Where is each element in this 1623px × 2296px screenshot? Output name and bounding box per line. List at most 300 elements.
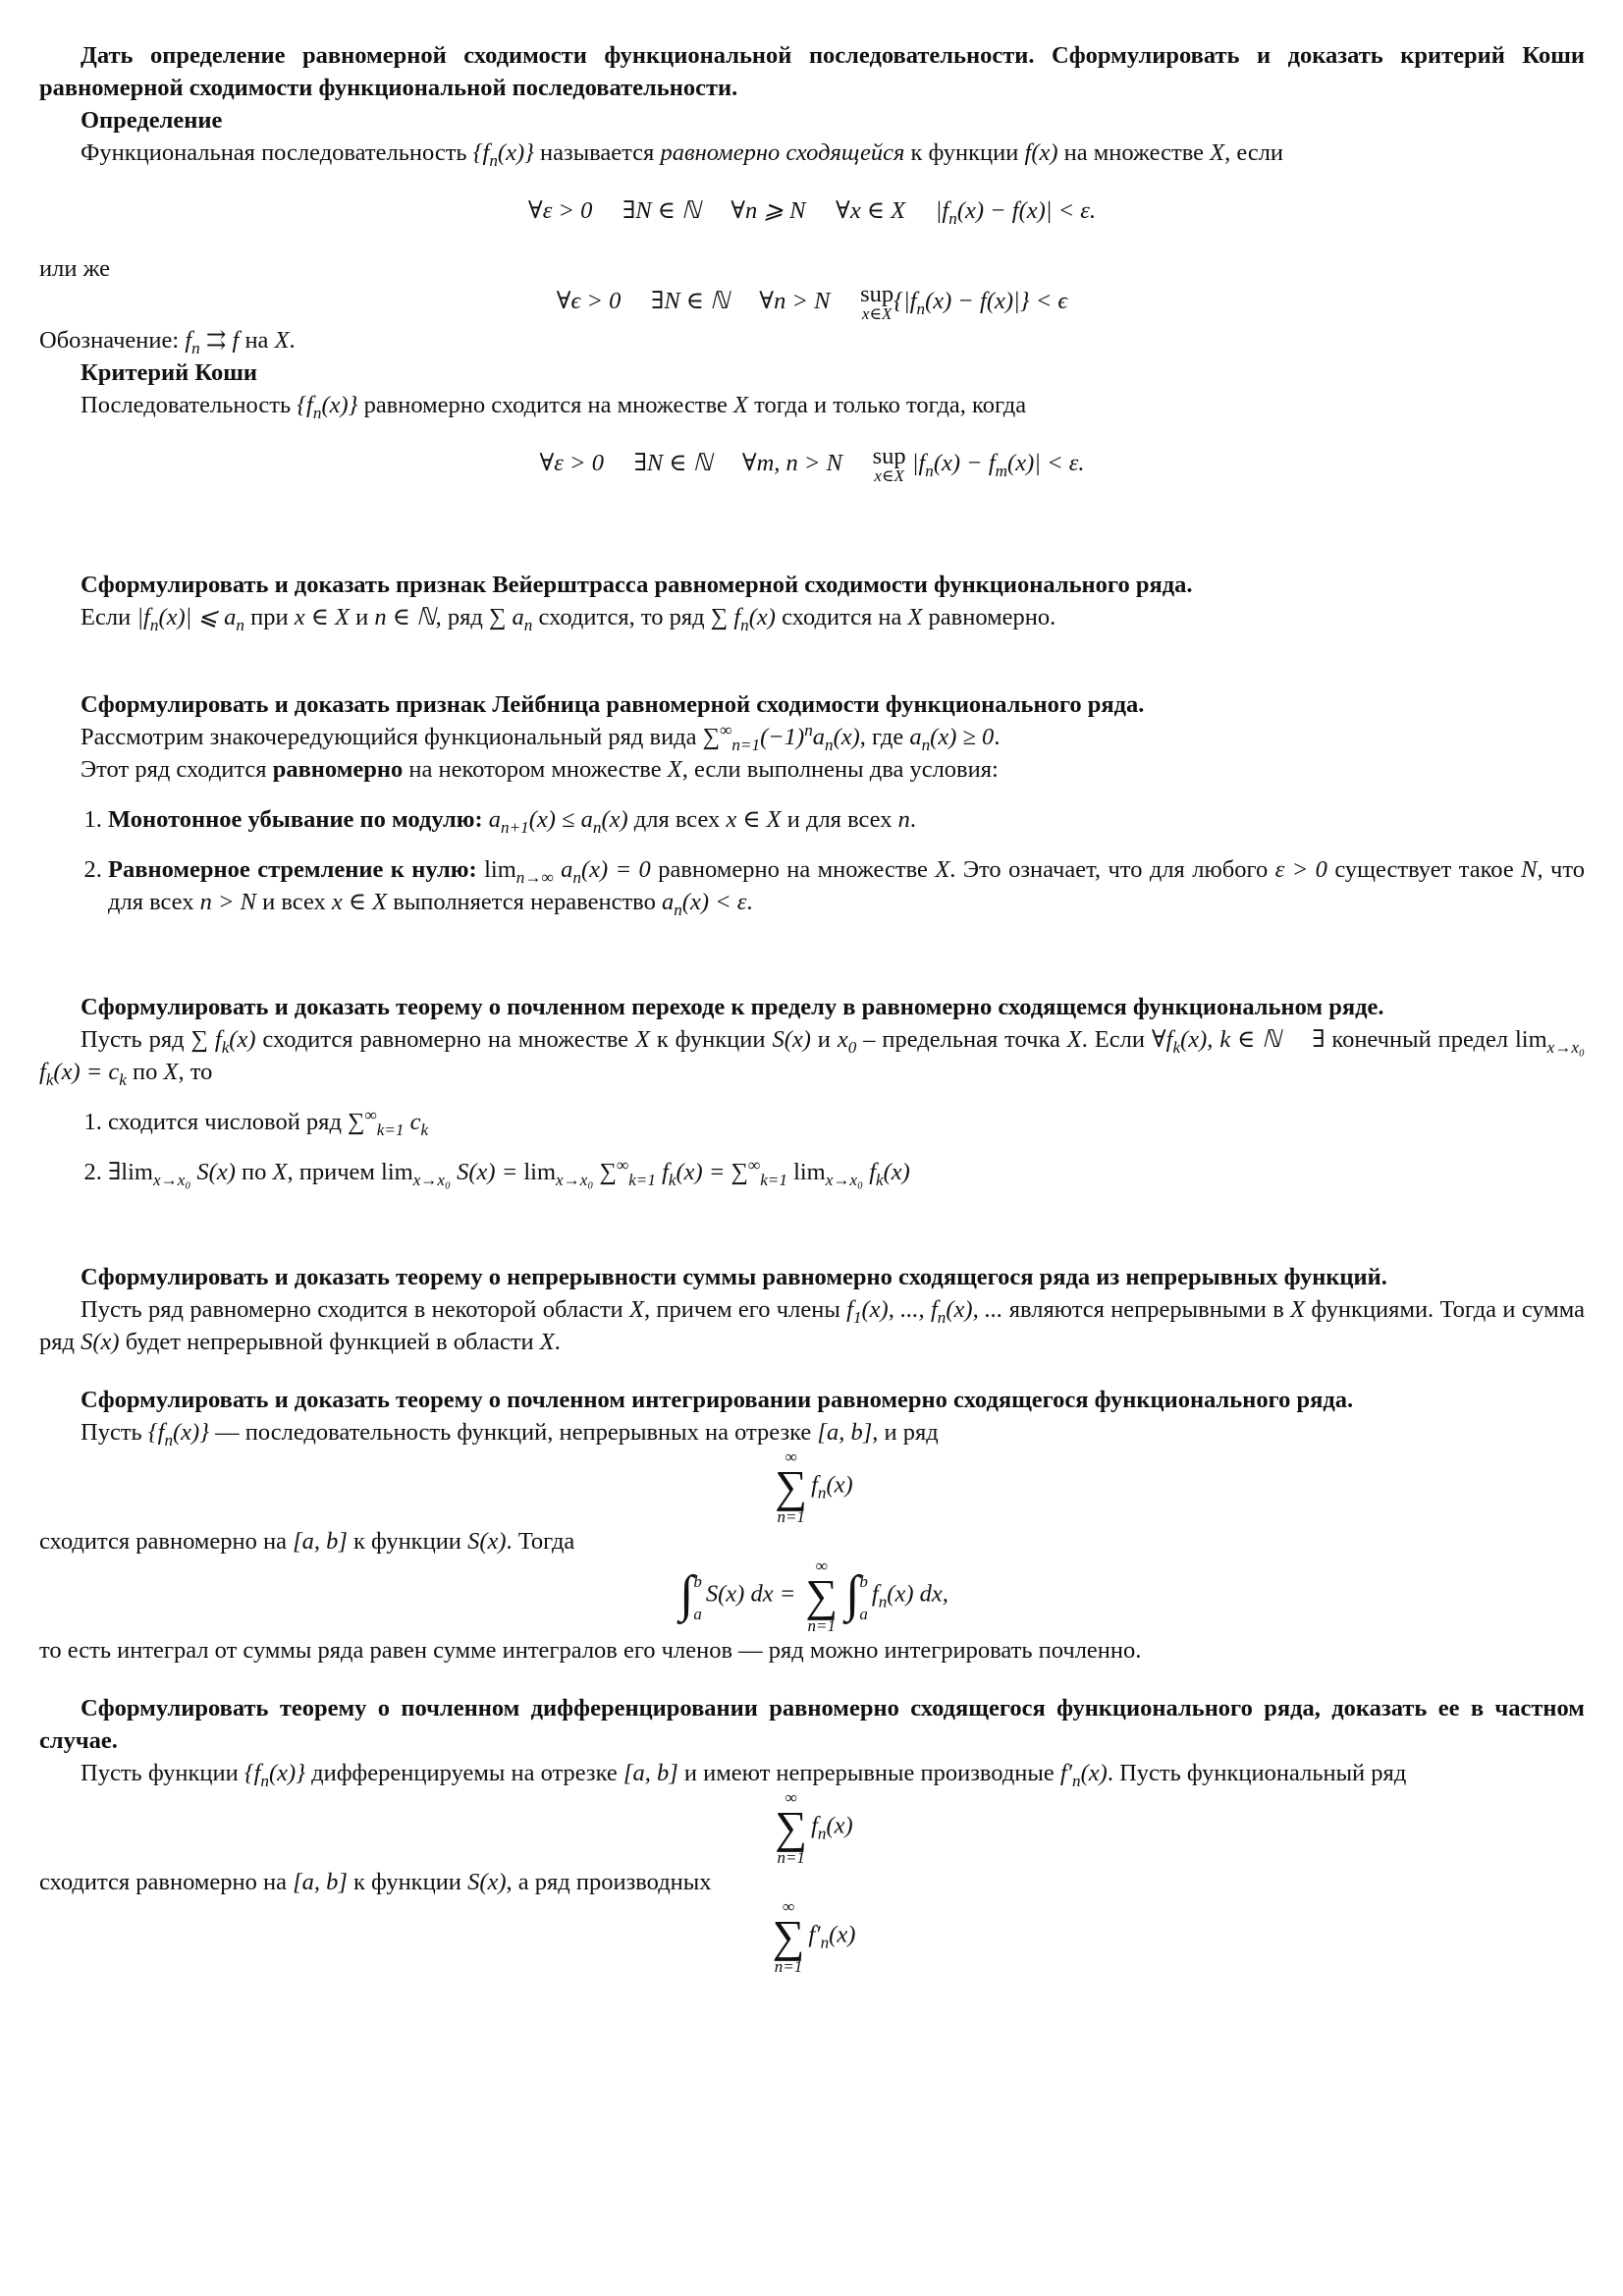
math-run: ε > 0 bbox=[1274, 856, 1327, 883]
sum-operator bbox=[775, 1789, 807, 1866]
math-subscript: 0 bbox=[847, 1037, 857, 1057]
math-run: (x)} bbox=[497, 139, 534, 166]
math-subscript: n bbox=[1072, 1771, 1081, 1790]
display-formula bbox=[39, 1449, 1585, 1525]
text-run: Пусть bbox=[81, 1419, 148, 1446]
sup-label: sup bbox=[872, 443, 906, 469]
text-run: Функциональная последовательность bbox=[81, 139, 473, 166]
text-run: существует такое bbox=[1326, 856, 1522, 883]
text-run: lim bbox=[786, 1159, 826, 1185]
sum-sign: ∑ bbox=[775, 1802, 808, 1852]
math-run: (x)} bbox=[269, 1760, 305, 1786]
integral-upper-limit: b bbox=[859, 1572, 868, 1591]
math-run: (x) bbox=[833, 724, 860, 750]
text-run: к функции bbox=[347, 1869, 468, 1895]
math-run: (x)} bbox=[173, 1419, 210, 1446]
math-run: (x) bbox=[883, 1159, 910, 1185]
paragraph bbox=[39, 1416, 1585, 1449]
text-run: к функции bbox=[904, 139, 1025, 166]
math-subscript: x→x₀ bbox=[412, 1170, 452, 1189]
text-run: выполняется неравенство bbox=[387, 889, 662, 915]
math-run: (x) < ε bbox=[681, 889, 747, 915]
text-run: , а ряд производных bbox=[506, 1869, 712, 1895]
sum-lower-limit: n=1 bbox=[807, 1616, 836, 1635]
display-formula bbox=[39, 194, 1585, 227]
math-run: (x), ..., f bbox=[861, 1296, 938, 1323]
text-run: и bbox=[810, 1026, 838, 1053]
math-run: {f bbox=[297, 392, 313, 418]
math-run: ∀ϵ > 0 ∃N ∈ ℕ ∀n > N bbox=[556, 288, 861, 314]
math-subscript: n bbox=[164, 1430, 174, 1449]
math-run: f bbox=[863, 1159, 876, 1185]
text-run: , причем его члены bbox=[643, 1296, 847, 1323]
bold-run: равномерно bbox=[272, 756, 404, 783]
text-run: , причем lim bbox=[287, 1159, 413, 1185]
math-run: ∀ε > 0 ∃N ∈ ℕ ∀m, n > N bbox=[539, 450, 873, 476]
text-run: . Тогда bbox=[506, 1528, 575, 1555]
text-run: . bbox=[289, 327, 296, 354]
math-subscript: n bbox=[149, 615, 159, 634]
math-run: a bbox=[909, 724, 922, 750]
math-run: X bbox=[628, 1296, 644, 1323]
math-run: f(x) bbox=[1024, 139, 1058, 166]
text-run: , то bbox=[178, 1059, 213, 1085]
math-run: {f bbox=[472, 139, 490, 166]
math-run: (x) ≥ 0 bbox=[930, 724, 995, 750]
spacer bbox=[39, 1358, 1585, 1384]
text-run: . Если bbox=[1081, 1026, 1152, 1053]
math-run: ∀f bbox=[1151, 1026, 1173, 1053]
sup-limit: x∈X bbox=[874, 466, 904, 485]
math-subscript: n bbox=[489, 150, 498, 170]
math-run: x ∈ X bbox=[331, 889, 388, 915]
math-run: a bbox=[661, 889, 675, 915]
text-run: равномерно на множестве bbox=[650, 856, 936, 883]
text-run: Сформулировать и доказать признак Лейбница равномерной сходимости функционального ряда. bbox=[81, 691, 1145, 718]
text-run: сходится числовой ряд bbox=[108, 1109, 349, 1135]
math-subscript: x→x₀ bbox=[152, 1170, 191, 1189]
math-run: N bbox=[1521, 856, 1538, 883]
display-formula bbox=[39, 281, 1585, 324]
text-run: функциями. Тогда и сумма ряд bbox=[39, 1296, 1586, 1355]
document-page bbox=[39, 39, 1585, 1975]
math-run: c bbox=[404, 1109, 421, 1135]
math-run: (x) bbox=[1180, 1026, 1208, 1053]
math-subscript: n bbox=[236, 615, 244, 634]
text-run: на множестве bbox=[1057, 139, 1211, 166]
math-subscript: n bbox=[825, 735, 834, 754]
math-run: x ∈ X bbox=[726, 806, 782, 833]
sum-lower-limit: n=1 bbox=[777, 1848, 805, 1867]
math-subscript: n=1 bbox=[731, 735, 761, 754]
text-run: для всех bbox=[627, 806, 727, 833]
paragraph bbox=[39, 601, 1585, 633]
spacer bbox=[39, 633, 1585, 688]
math-run: (x) = 0 bbox=[580, 856, 651, 883]
math-run: S(x) bbox=[467, 1528, 507, 1555]
integral-upper-limit: b bbox=[693, 1572, 702, 1591]
display-formula bbox=[39, 443, 1585, 486]
text-run: Сформулировать и доказать теорему о почленном интегрировании равномерно сходящегося функционального ряда. bbox=[81, 1387, 1354, 1413]
text-run: , где bbox=[859, 724, 910, 750]
spacer bbox=[39, 1667, 1585, 1692]
text-run: к функции bbox=[649, 1026, 773, 1053]
math-run: f bbox=[185, 327, 192, 354]
math-subscript: n→∞ bbox=[515, 867, 554, 887]
math-subscript: n bbox=[925, 461, 934, 480]
section-heading bbox=[39, 1384, 1585, 1416]
math-run: S(x) dx = bbox=[705, 1580, 802, 1608]
math-subscript: n bbox=[916, 299, 926, 318]
text-run: дифференцируемы на отрезке bbox=[305, 1760, 623, 1786]
list-item bbox=[108, 1156, 1585, 1188]
math-subscript: n bbox=[572, 867, 581, 887]
text-run: . Это означает, что для любого bbox=[949, 856, 1275, 883]
math-subscript: n bbox=[820, 1933, 830, 1952]
text-run: – предельная точка bbox=[856, 1026, 1067, 1053]
math-run: x ∈ X bbox=[294, 604, 350, 630]
text-run: , ряд bbox=[435, 604, 489, 630]
sum-sign: ∑ bbox=[775, 1461, 808, 1511]
display-formula bbox=[39, 1789, 1585, 1866]
math-run: a bbox=[488, 806, 501, 833]
math-run: f bbox=[846, 1296, 853, 1323]
math-subscript: x→x₀ bbox=[556, 1170, 594, 1189]
supremum-operator bbox=[860, 281, 894, 324]
paragraph bbox=[39, 1525, 1585, 1558]
section-heading bbox=[39, 356, 1585, 389]
text-run: , что для всех bbox=[108, 856, 1585, 915]
section-heading bbox=[39, 104, 1585, 137]
math-run: (x) − f bbox=[933, 450, 996, 476]
italic-run: равномерно сходящейся bbox=[660, 139, 905, 166]
text-run: Определение bbox=[81, 107, 223, 134]
integral-operator bbox=[679, 1565, 702, 1626]
math-run: n > N bbox=[199, 889, 256, 915]
sum-sign: ∑ bbox=[772, 1911, 805, 1961]
math-run: X bbox=[667, 756, 682, 783]
text-run: и для всех bbox=[781, 806, 898, 833]
sum-operator bbox=[805, 1558, 838, 1634]
math-run: X bbox=[272, 1159, 288, 1185]
integral-lower-limit: a bbox=[693, 1605, 702, 1623]
math-run: (x) bbox=[229, 1026, 256, 1053]
math-superscript: ∞ bbox=[720, 720, 732, 739]
sum-upper-limit: ∞ bbox=[784, 1788, 797, 1807]
sum-operator bbox=[775, 1449, 807, 1525]
math-run: (x), ... bbox=[946, 1296, 1003, 1323]
text-run: по bbox=[126, 1059, 164, 1085]
integral-sign: ∫ bbox=[679, 1566, 694, 1622]
text-run: Последовательность bbox=[81, 392, 298, 418]
sup-limit: x∈X bbox=[861, 304, 893, 323]
math-run: ⇉ f bbox=[199, 327, 240, 354]
math-run: k ∈ ℕ ∃ bbox=[1219, 1026, 1325, 1053]
math-subscript: n bbox=[674, 900, 682, 919]
math-subscript: n bbox=[878, 1592, 888, 1612]
text-run: и всех bbox=[256, 889, 332, 915]
text-run: Пусть ряд bbox=[81, 1026, 191, 1053]
display-formula bbox=[39, 1558, 1585, 1634]
math-run: f bbox=[811, 1471, 818, 1499]
paragraph bbox=[39, 389, 1585, 421]
text-run: на bbox=[239, 327, 275, 354]
math-run: f′ bbox=[1059, 1760, 1073, 1786]
math-run: ∑ bbox=[702, 724, 721, 750]
section-heading bbox=[39, 569, 1585, 601]
spacer bbox=[39, 936, 1585, 991]
math-superscript: n bbox=[804, 720, 813, 739]
math-run: (x) dx, bbox=[887, 1580, 948, 1608]
sum-upper-limit: ∞ bbox=[784, 1448, 797, 1466]
text-run: Сформулировать теорему о почленном дифференцировании равномерно сходящегося функционального ряда, доказать ее в частном случае. bbox=[39, 1695, 1585, 1754]
math-run: (x) bbox=[601, 806, 628, 833]
math-subscript: x→x₀ bbox=[1546, 1037, 1585, 1057]
section-heading bbox=[39, 1692, 1585, 1757]
display-formula bbox=[39, 1898, 1585, 1975]
text-run: . bbox=[746, 889, 753, 915]
math-run: (−1) bbox=[760, 724, 805, 750]
paragraph bbox=[39, 1757, 1585, 1789]
text-run: , если выполнены два условия: bbox=[681, 756, 999, 783]
text-run: Этот ряд сходится bbox=[81, 756, 273, 783]
supremum-operator bbox=[872, 443, 906, 486]
paragraph bbox=[39, 137, 1585, 169]
math-run: [a, b] bbox=[293, 1869, 348, 1895]
math-run: X bbox=[733, 392, 748, 418]
math-subscript: n bbox=[937, 1307, 947, 1327]
math-run: f bbox=[871, 1580, 879, 1608]
text-run: Рассмотрим знакочередующийся функциональный ряд вида bbox=[81, 724, 703, 750]
math-subscript: n bbox=[191, 338, 200, 357]
sum-operator bbox=[773, 1898, 805, 1975]
text-run: , если bbox=[1224, 139, 1284, 166]
math-run: (x) bbox=[748, 604, 776, 630]
bold-run: Монотонное убывание по модулю: bbox=[108, 806, 489, 833]
text-run: сходится равномерно на множестве bbox=[255, 1026, 635, 1053]
spacer bbox=[39, 227, 1585, 252]
text-run: — последовательность функций, непрерывных на отрезке bbox=[209, 1419, 818, 1446]
math-run: x bbox=[837, 1026, 848, 1053]
math-subscript: m bbox=[995, 461, 1008, 480]
section-heading bbox=[39, 39, 1585, 104]
text-run: или же bbox=[39, 255, 111, 282]
text-run: lim bbox=[484, 856, 516, 883]
math-run: f bbox=[811, 1812, 818, 1839]
math-run: ∃ bbox=[108, 1159, 122, 1185]
math-run: |f bbox=[136, 604, 150, 630]
math-run: X bbox=[274, 327, 290, 354]
math-run: (x) − f(x)|} < ϵ bbox=[925, 288, 1068, 314]
math-run: X bbox=[1210, 139, 1225, 166]
math-run: {|f bbox=[893, 288, 917, 314]
text-run: конечный предел lim bbox=[1325, 1026, 1547, 1053]
paragraph bbox=[39, 1634, 1585, 1667]
math-run: f bbox=[39, 1059, 46, 1085]
list-item bbox=[108, 853, 1585, 918]
math-run: a bbox=[553, 856, 573, 883]
spacer bbox=[39, 169, 1585, 194]
numbered-list bbox=[39, 1106, 1585, 1188]
math-run: S(x) bbox=[190, 1159, 236, 1185]
text-run: называется bbox=[533, 139, 661, 166]
math-run: S(x) = bbox=[451, 1159, 524, 1185]
text-run: будет непрерывной функцией в области bbox=[119, 1329, 540, 1355]
math-subscript: k bbox=[668, 1170, 676, 1189]
sum-sign: ∑ bbox=[805, 1570, 839, 1620]
math-run: {f bbox=[147, 1419, 165, 1446]
math-run: (x) bbox=[826, 1812, 853, 1839]
math-run: (x) bbox=[1080, 1760, 1108, 1786]
math-run: (x) ≤ a bbox=[528, 806, 593, 833]
math-run: (x)| < ε. bbox=[1007, 450, 1085, 476]
text-run: тогда и только тогда, когда bbox=[747, 392, 1027, 418]
math-run: f′ bbox=[808, 1921, 821, 1948]
math-subscript: k=1 bbox=[376, 1120, 405, 1139]
spacer bbox=[39, 421, 1585, 447]
sum-upper-limit: ∞ bbox=[782, 1897, 795, 1916]
math-subscript: 1 bbox=[852, 1307, 862, 1327]
math-run: (x)| ⩽ a bbox=[158, 604, 237, 630]
text-run: сходится равномерно на bbox=[39, 1528, 294, 1555]
text-run: равномерно сходится на множестве bbox=[357, 392, 733, 418]
text-run: . Пусть функциональный ряд bbox=[1107, 1760, 1407, 1786]
text-run: и bbox=[349, 604, 375, 630]
text-run: Пусть ряд равномерно сходится в некоторой области bbox=[81, 1296, 629, 1323]
math-superscript: ∞ bbox=[364, 1105, 377, 1124]
text-run: к функции bbox=[347, 1528, 468, 1555]
math-run: ∀ε > 0 ∃N ∈ ℕ ∀n ⩾ N ∀x ∈ X |f bbox=[527, 197, 949, 224]
math-superscript: ∞ bbox=[747, 1155, 761, 1175]
text-run: , bbox=[1207, 1026, 1220, 1053]
sum-upper-limit: ∞ bbox=[815, 1557, 828, 1575]
math-run: (x) = c bbox=[53, 1059, 120, 1085]
text-run: Дать определение равномерной сходимости функциональной последовательности. Сформулировать и доказать критерий Коши равномерной сходимости функциональной последовательности. bbox=[39, 42, 1585, 101]
math-subscript: k bbox=[1172, 1037, 1181, 1057]
integral-sign: ∫ bbox=[845, 1566, 860, 1622]
text-run: , и ряд bbox=[872, 1419, 939, 1446]
text-run: являются непрерывными в bbox=[1002, 1296, 1291, 1323]
text-run: Сформулировать и доказать признак Вейерштрасса равномерной сходимости функционального ряда. bbox=[81, 572, 1193, 598]
sum-lower-limit: n=1 bbox=[774, 1957, 803, 1976]
text-run: lim bbox=[523, 1159, 557, 1185]
math-subscript: n bbox=[921, 735, 931, 754]
text-run: Пусть функции bbox=[81, 1760, 244, 1786]
math-subscript: n bbox=[312, 403, 322, 422]
math-run: X bbox=[907, 604, 923, 630]
text-run: сходится равномерно на bbox=[39, 1869, 294, 1895]
math-run: (x) = ∑ bbox=[676, 1159, 748, 1185]
text-run: то есть интеграл от суммы ряда равен сумме интегралов его членов — ряд можно интегрировать почленно. bbox=[39, 1637, 1142, 1664]
math-subscript: n bbox=[948, 208, 957, 228]
math-subscript: k bbox=[221, 1037, 230, 1057]
paragraph bbox=[39, 1293, 1585, 1358]
list-item bbox=[108, 1106, 1585, 1138]
text-run: Критерий Коши bbox=[81, 359, 257, 386]
math-subscript: k=1 bbox=[760, 1170, 787, 1189]
text-run: Сформулировать и доказать теорему о почленном переходе к пределу в равномерно сходящемся функциональном ряде. bbox=[81, 994, 1384, 1020]
math-run: S(x) bbox=[81, 1329, 120, 1355]
text-run: равномерно. bbox=[922, 604, 1056, 630]
math-run: n ∈ ℕ bbox=[374, 604, 436, 630]
math-run: {f bbox=[243, 1760, 261, 1786]
math-run: X bbox=[634, 1026, 650, 1053]
text-run: . bbox=[909, 806, 916, 833]
math-run: ∑ f bbox=[190, 1026, 222, 1053]
text-run: сходится, то ряд bbox=[532, 604, 711, 630]
math-subscript: n bbox=[523, 615, 533, 634]
bold-run: Равномерное стремление к нулю: bbox=[108, 856, 485, 883]
text-run: . bbox=[994, 724, 1001, 750]
section-heading bbox=[39, 1261, 1585, 1293]
math-run: ∑ a bbox=[488, 604, 524, 630]
math-subscript: x→x₀ bbox=[825, 1170, 864, 1189]
integral-lower-limit: a bbox=[859, 1605, 868, 1623]
math-run: X bbox=[1066, 1026, 1082, 1053]
math-run: [a, b] bbox=[293, 1528, 348, 1555]
math-run: [a, b] bbox=[817, 1419, 873, 1446]
math-run: f bbox=[655, 1159, 669, 1185]
text-run: на некотором множестве bbox=[403, 756, 668, 783]
sum-lower-limit: n=1 bbox=[777, 1507, 805, 1526]
math-run: X bbox=[163, 1059, 179, 1085]
math-subscript: n bbox=[740, 615, 749, 634]
integral-operator bbox=[845, 1565, 868, 1626]
math-subscript: k bbox=[119, 1069, 127, 1089]
sup-label: sup bbox=[860, 281, 894, 307]
math-run: (x) bbox=[826, 1471, 853, 1499]
math-subscript: n+1 bbox=[501, 817, 529, 837]
paragraph bbox=[39, 721, 1585, 753]
math-subscript: n bbox=[592, 817, 602, 837]
math-run: n bbox=[897, 806, 910, 833]
math-run: a bbox=[812, 724, 826, 750]
math-subscript: k=1 bbox=[628, 1170, 656, 1189]
math-run: S(x) bbox=[467, 1869, 507, 1895]
text-run: и имеют непрерывные производные bbox=[677, 1760, 1060, 1786]
text-run: . bbox=[554, 1329, 561, 1355]
paragraph bbox=[39, 1023, 1585, 1088]
list-item bbox=[108, 803, 1585, 836]
math-run: X bbox=[1290, 1296, 1306, 1323]
math-subscript: k bbox=[45, 1069, 54, 1089]
math-subscript: n bbox=[817, 1824, 827, 1843]
math-run: (x) − f(x)| < ε. bbox=[956, 197, 1097, 224]
math-run: ∑ f bbox=[710, 604, 741, 630]
paragraph bbox=[39, 753, 1585, 786]
numbered-list bbox=[39, 803, 1585, 918]
math-run: (x)} bbox=[321, 392, 358, 418]
paragraph bbox=[39, 324, 1585, 356]
spacer bbox=[39, 486, 1585, 569]
math-run: (x) bbox=[829, 1921, 856, 1948]
math-subscript: k bbox=[420, 1120, 429, 1139]
math-superscript: ∞ bbox=[616, 1155, 629, 1175]
text-run: при bbox=[243, 604, 295, 630]
text-run: Если bbox=[81, 604, 137, 630]
integral-limits bbox=[859, 1565, 868, 1626]
paragraph bbox=[39, 252, 1585, 285]
text-run: по bbox=[235, 1159, 273, 1185]
math-run: ∑ bbox=[348, 1109, 365, 1135]
section-heading bbox=[39, 991, 1585, 1023]
section-heading bbox=[39, 688, 1585, 721]
math-run: |f bbox=[905, 450, 926, 476]
math-subscript: n bbox=[817, 1483, 827, 1503]
integral-limits bbox=[693, 1565, 702, 1626]
paragraph bbox=[39, 1866, 1585, 1898]
math-run: [a, b] bbox=[622, 1760, 678, 1786]
